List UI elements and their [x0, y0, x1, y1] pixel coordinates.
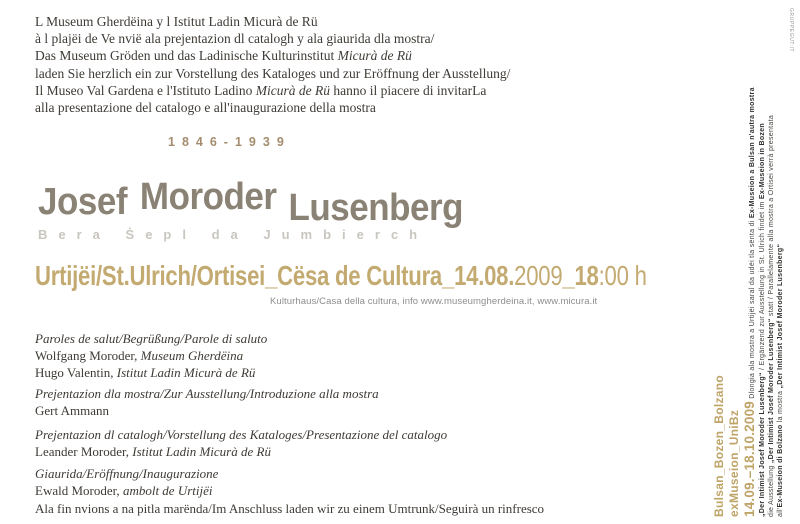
page-title	[38, 176, 464, 229]
note-bold: Ex-Museion a Bulsan n'autra mostra	[749, 87, 756, 219]
sidebar-note-2	[758, 12, 767, 517]
note-bold: Ex-Museion di Bolzano	[777, 424, 784, 508]
intro-line-6: alla presentazione del catalogo e all'inaugurazione della mostra	[35, 100, 376, 116]
event-place-date-bold: Urtijëi/St.Ulrich/Ortisei_Cësa de Cultura_14.08.	[35, 260, 515, 291]
sidebar-dates: 14.09.–18.10.2009	[742, 400, 757, 517]
intro-line-1: L Museum Gherdëina y l Istitut Ladin Micurà de Rü	[35, 14, 318, 29]
note-text: Dlongia ala mostra a Urtijëi saral da udëi tla sënta di	[749, 218, 756, 401]
program-section-exhibition	[35, 385, 379, 419]
title-subtitle: Bera Ṡepl da Jumbierch	[38, 227, 429, 242]
institute-name-italic: Micurà de Rü	[337, 48, 412, 64]
closing-line: Ala fin nvions a na pitla marënda/Im Anschluss laden wir zu einem Umtrunk/Seguirà un rinfresco	[35, 501, 545, 516]
intro-line-4: laden Sie herzlich ein zur Vorstellung des Kataloges und zur Eröffnung der Ausstellung/	[35, 65, 511, 81]
note-text: all'	[777, 507, 784, 517]
person-name: Wolfgang Moroder,	[35, 348, 141, 363]
program-person	[35, 443, 447, 460]
sidebar-note-4	[776, 12, 785, 517]
title-word-lusenberg: Lusenberg	[288, 187, 464, 229]
person-name: Hugo Valentin,	[35, 365, 117, 380]
design-credit: GRUPPEGUT:IT	[788, 8, 794, 53]
intro-line-5-tail: hanno il piacere di invitarLa	[330, 82, 487, 98]
program-person	[35, 347, 267, 364]
note-text: die Ausstellung	[768, 463, 775, 517]
note-text: statt / Parallelamente alla mostra a Ortisei verrà presentata	[768, 114, 775, 319]
person-role: ambolt de Urtijëi	[122, 483, 213, 498]
event-year-light: 2009	[514, 260, 563, 291]
person-name: Ewald Moroder,	[35, 483, 123, 498]
program-section-catalog	[35, 426, 447, 460]
sidebar-note-1	[749, 87, 756, 401]
program-section-opening	[35, 465, 218, 499]
program-person	[35, 364, 267, 381]
event-headline	[35, 261, 647, 292]
person-role: Istitut Ladin Micurà de Rü	[116, 365, 256, 380]
title-word-moroder: Moroder	[139, 176, 277, 218]
program-item-title: Paroles de salut/Begrüßung/Parole di saluto	[35, 331, 268, 346]
person-role: Museum Gherdëina	[140, 348, 244, 363]
sidebar-location-line1: Bulsan_Bozen_Bolzano	[712, 374, 726, 517]
program-person	[35, 402, 379, 419]
note-text: / Ergänzend zur Ausstellung in St. Ulrich findet im	[759, 199, 766, 373]
note-text: la mostra	[777, 388, 784, 425]
sidebar-location-line2: exMuseion_UniBz	[727, 409, 741, 517]
intro-paragraph	[35, 13, 595, 116]
person-role: Istitut Ladin Micurà de Rü	[132, 444, 271, 459]
life-years: 1846-1939	[168, 135, 291, 149]
intro-line-2: à l plajëi de Ve nvië ala prejentazion dl catalogh y ala giaurida dla mostra/	[35, 31, 435, 47]
venue-info-line: Kulturhaus/Casa della cultura, info www.museumgherdeina.it, www.micura.it	[270, 296, 598, 307]
intro-line-3-text: Das Museum Gröden und das Ladinische Kulturinstitut	[35, 48, 338, 64]
program-section-greetings	[35, 330, 267, 381]
intro-line-5	[35, 82, 595, 99]
note-bold: Ex-Museion in Bozen	[759, 123, 766, 200]
event-hour-bold: _18	[562, 260, 599, 291]
intro-line-3	[35, 47, 595, 64]
program-item-title: Giaurida/Eröffnung/Inaugurazione	[35, 466, 219, 481]
sidebar-dates-line	[742, 12, 758, 517]
title-word-josef: Josef	[38, 181, 128, 223]
note-bold: „Der Intimist Josef Moroder Lusenberg“	[759, 372, 766, 517]
program-item-title: Prejentazion dl catalogh/Vorstellung des Kataloges/Presentazione del catalogo	[35, 427, 448, 442]
institute-name-italic: Micurà de Rü	[255, 82, 330, 98]
person-name: Leander Moroder,	[35, 444, 133, 459]
intro-line-5-text: Il Museo Val Gardena e l'Istituto Ladino	[35, 82, 256, 98]
sidebar-bolzano-exhibition	[712, 12, 785, 517]
note-bold: „Der Intimist Josef Moroder Lusenberg“	[768, 318, 775, 464]
program-person	[35, 482, 218, 499]
event-minutes-light: :00 h	[598, 260, 647, 291]
person-name: Gert Ammann	[35, 403, 110, 418]
note-bold: „Der Intimist Josef Moroder Lusenberg“	[777, 243, 784, 389]
sidebar-note-3	[767, 12, 776, 517]
program-item-title: Prejentazion dla mostra/Zur Ausstellung/Introduzione alla mostra	[35, 386, 379, 401]
